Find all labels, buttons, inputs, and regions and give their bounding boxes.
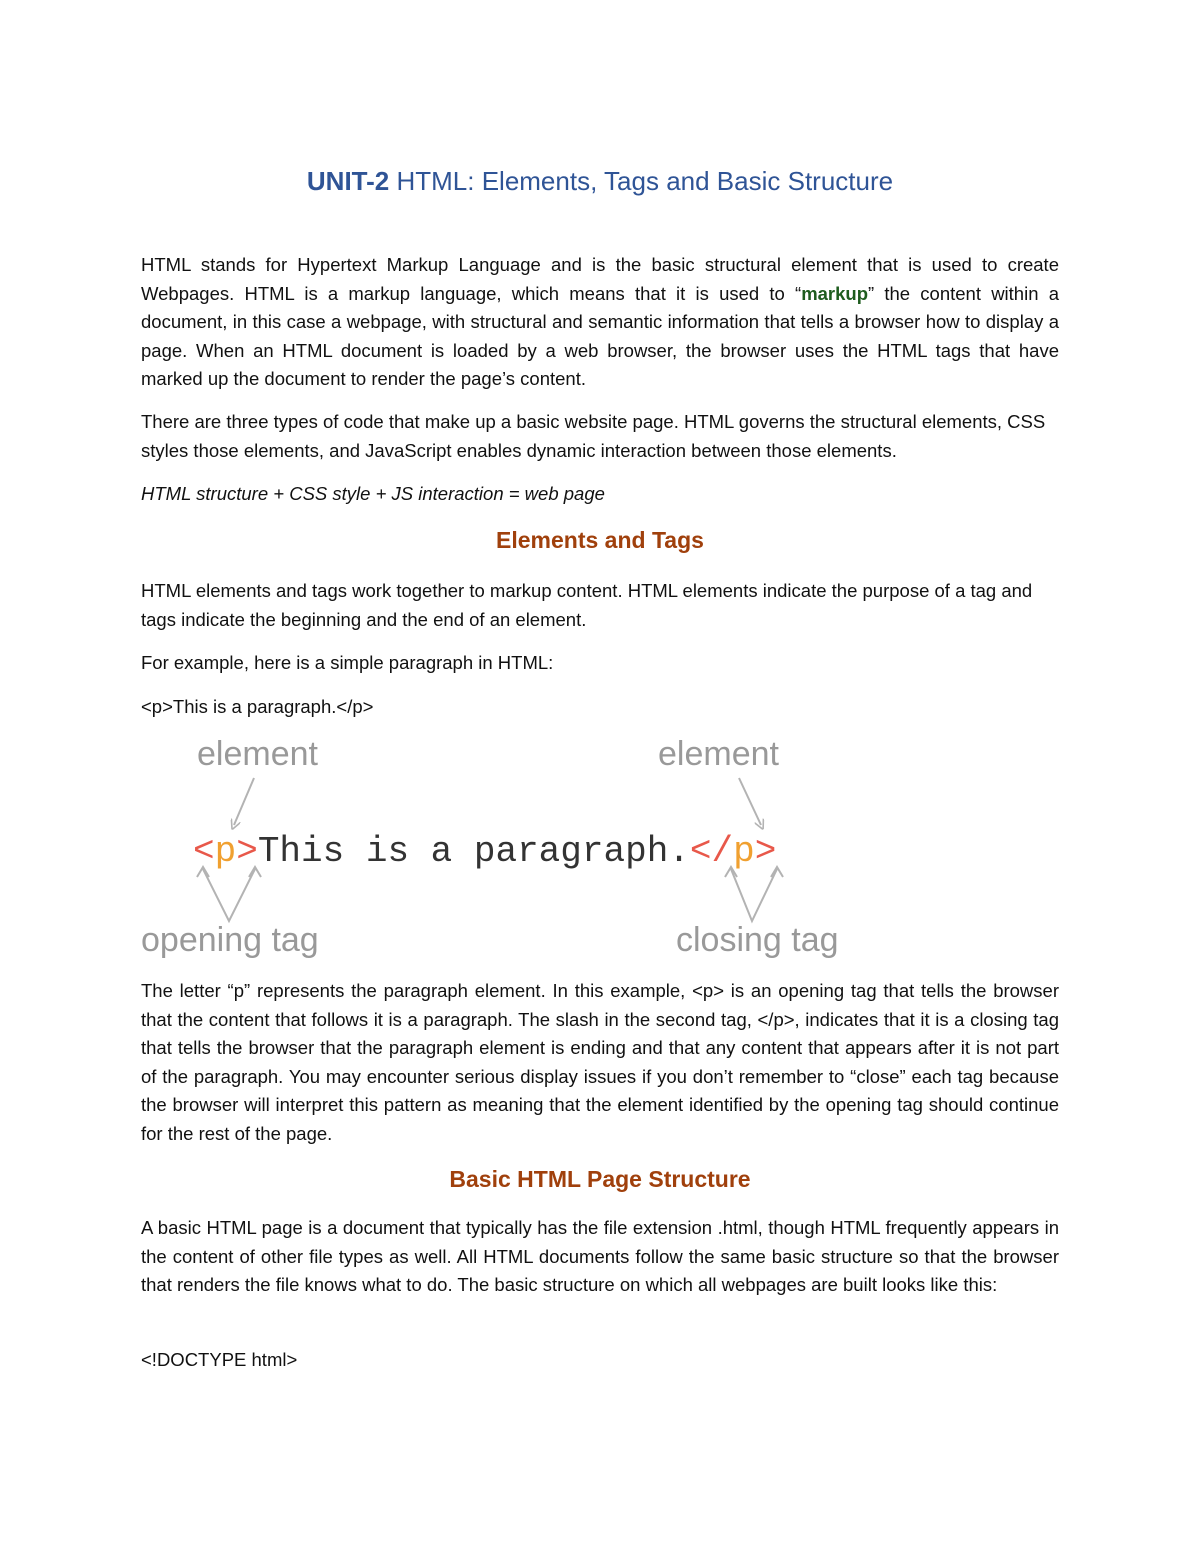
markup-keyword: markup xyxy=(801,282,869,304)
open-bracket-left: < xyxy=(193,831,215,872)
elements-tags-paragraph: HTML elements and tags work together to markup content. HTML elements indicate the purpose of a tag and tags indicate the beginning and the end of an element. xyxy=(141,580,1033,630)
element-label-left: element xyxy=(197,735,318,773)
diagram-code-line xyxy=(193,831,776,872)
close-bracket-left: </ xyxy=(689,831,734,872)
closing-tag-label: closing tag xyxy=(676,921,839,959)
element-label-right: element xyxy=(658,735,779,773)
open-bracket-right: > xyxy=(236,831,258,872)
paragraph-tag-diagram xyxy=(141,725,861,975)
heading-elements-and-tags: Elements and Tags xyxy=(496,527,704,553)
arrow-element-left xyxy=(234,778,254,825)
title-unit: UNIT-2 xyxy=(306,166,390,196)
opening-tag-label: opening tag xyxy=(141,921,319,959)
heading-basic-structure: Basic HTML Page Structure xyxy=(449,1166,751,1192)
close-p: p xyxy=(733,831,755,872)
diagram-content: This is a paragraph. xyxy=(257,831,690,872)
intro-paragraph xyxy=(141,251,1059,394)
arrow-closing-tag xyxy=(731,869,777,921)
intro-text-a: HTML stands for Hypertext Markup Language and is the basic structural element that is used to create Webpages. HTML is a markup language, which means that it is used to “ xyxy=(141,254,1059,304)
arrow-opening-tag xyxy=(203,869,255,921)
title-text: HTML: Elements, Tags and Basic Structure xyxy=(389,166,894,196)
code-example: <p>This is a paragraph.</p> xyxy=(141,696,374,717)
example-intro: For example, here is a simple paragraph in HTML: xyxy=(141,652,554,673)
explanation-paragraph: The letter “p” represents the paragraph element. In this example, <p> is an opening tag that tells the browser that the content that follows it is a paragraph. The slash in the second tag, </p>, indicates that it is a closing tag that tells the browser that the paragraph element is ending and that any content that appears after it is not part of the paragraph. You may encounter serious display issues if you don’t remember to “close” each tag because the browser will interpret this pattern as meaning that the element identified by the opening tag should continue for the rest of the page. xyxy=(141,980,1059,1144)
intro-text-b: ” the content within a document, in this case a webpage, with structural and semantic information that tells a browser how to display a page. When an HTML document is loaded by a web browser, the browser uses the HTML tags that have marked up the document to render the page’s content. xyxy=(141,282,1059,390)
basic-structure-paragraph: A basic HTML page is a document that typically has the file extension .html, though HTML frequently appears in the content of other file types as well. All HTML documents follow the same basic structure so that the browser that renders the file knows what to do. The basic structure on which all webpages are built looks like this: xyxy=(141,1217,1059,1296)
doctype-code: <!DOCTYPE html> xyxy=(141,1349,298,1370)
open-p: p xyxy=(214,831,237,872)
page-title xyxy=(141,166,1059,197)
close-bracket-right: > xyxy=(754,831,777,872)
three-types-paragraph: There are three types of code that make up a basic website page. HTML governs the structural elements, CSS styles those elements, and JavaScript enables dynamic interaction between those elements. xyxy=(141,411,1046,461)
formula-line: HTML structure + CSS style + JS interaction = web page xyxy=(141,483,605,504)
arrow-element-right xyxy=(739,778,761,825)
